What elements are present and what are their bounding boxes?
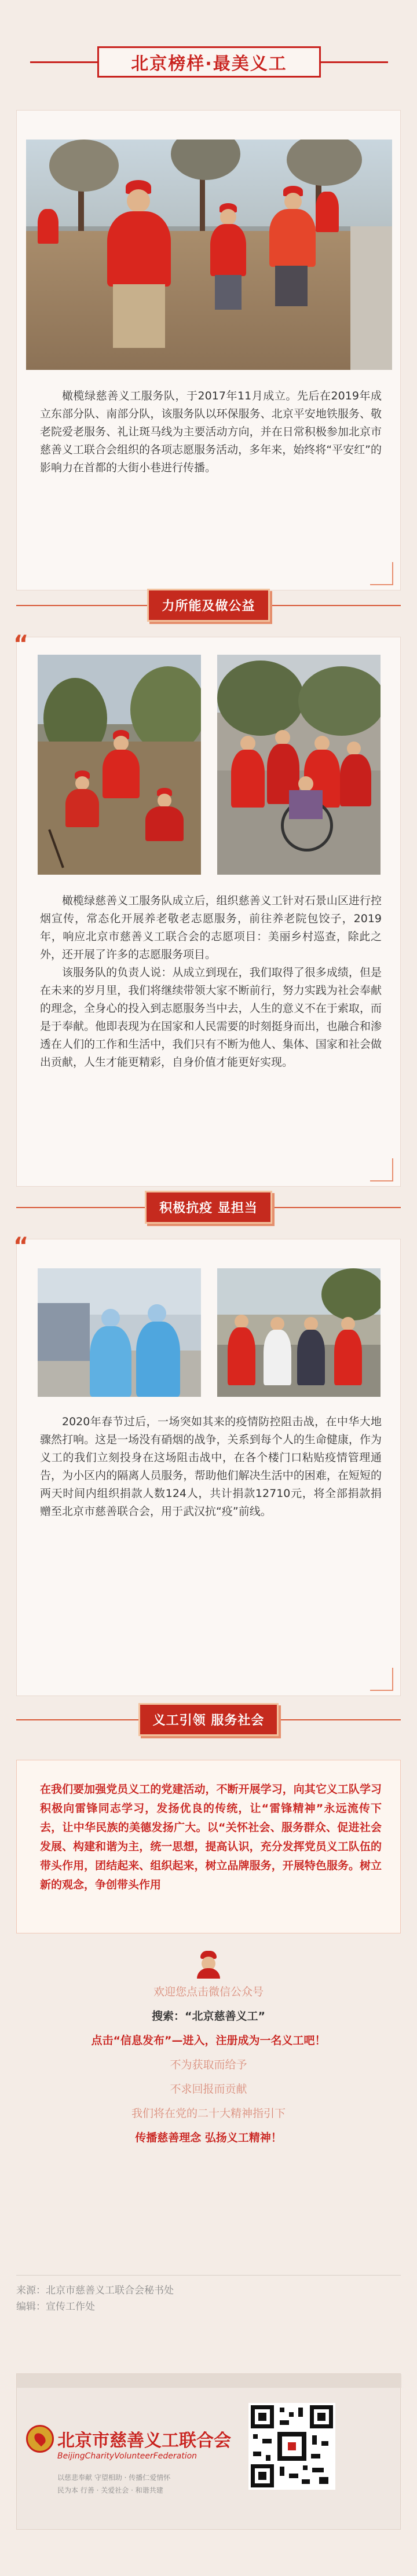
- section1-text: [40, 892, 382, 1072]
- section-banner-label: 义工引领 服务社会: [138, 1703, 279, 1736]
- cta-line: 不求回报而贡献: [170, 2083, 247, 2096]
- elder-care-photo: [217, 655, 381, 875]
- callout-box: [16, 1760, 401, 1933]
- volunteer-avatar-icon: [195, 1951, 222, 1979]
- quote-icon: “: [13, 631, 29, 658]
- org-slogan-1: 以慈悲奉献 守望相助 · 传播仁爱情怀: [57, 2474, 171, 2482]
- page-title: 北京榜样·最美义工: [131, 54, 287, 74]
- intro-card: [16, 110, 401, 590]
- cta-line: 欢迎您点击微信公众号: [153, 1986, 264, 1998]
- footer-card: [16, 2373, 401, 2530]
- qr-pattern: [251, 2405, 333, 2487]
- qr-code-icon[interactable]: [248, 2403, 335, 2490]
- quote-icon: “: [13, 1233, 29, 1260]
- section1-card: [13, 631, 401, 1187]
- section2-card: [13, 1233, 401, 1696]
- editor-credit: 编辑：宣传工作处: [16, 2301, 95, 2313]
- title-rule-left: [30, 61, 98, 63]
- section1-paragraph-2: 该服务队的负责人说：从成立到现在，我们取得了很多成绩，但是在未来的岁月里，我们将继续带领大家不断前行，努力实践为社会奉献的理念，全身心的投入到志愿服务当中去，人生的意义不在于索取，而是于奉献。他即表现为在国家和人民需要的时刻挺身而出，也融合和渗透在人们的工作和生活中，我们只有不断为他人、集体、国家和社会做出贡献，人生才能更精彩，自身价值才能更好实现。: [40, 966, 382, 1069]
- section-banner-2: [0, 1190, 417, 1224]
- source-credit: 来源：北京市慈善义工联合会秘书处: [16, 2285, 174, 2296]
- article-header: [0, 0, 417, 110]
- section-banner-3: [0, 1702, 417, 1737]
- section2-text: [40, 1413, 382, 1521]
- title-frame: [97, 46, 321, 78]
- cta-search[interactable]: 搜索：“北京慈善义工”: [152, 2010, 265, 2023]
- cta-line: 不为获取而给予: [170, 2058, 247, 2071]
- section-banner-label: 力所能及做公益: [147, 589, 269, 622]
- org-slogan-2: 民为本 行善 · 关爱社会 · 和谐共建: [57, 2486, 163, 2494]
- section1-paragraph-1: 橄榄绿慈善义工服务队成立后，组织慈善义工针对石景山区进行控烟宣传，常态化开展养老敬老志愿服务，前往养老院包饺子，2019年，响应北京市慈善义工联合会的志愿项目：美丽乡村巡查，除此之外，还开展了许多的志愿服务项目。: [40, 894, 382, 961]
- section-banner-1: [0, 588, 417, 622]
- section-banner-label: 积极抗疫 显担当: [145, 1191, 272, 1224]
- cta-line: 传播慈善理念 弘扬义工精神！: [135, 2131, 282, 2144]
- intro-photo: [26, 140, 392, 370]
- callout-text: 在我们要加强党员义工的党建活动，不断开展学习，向其它义工队学习积极向雷锋同志学习，发扬优良的传统，让“雷锋精神”永远流传下去，让中华民族的美德发扬广大。以“关怀社会、服务群众、促进社会发展、构建和谐为主，统一思想，提高认识，充分发挥党员义工队伍的带头作用，团结起来、组织起来，树立品牌服务，开展特色服务。树立新的观念，争创带头作用: [40, 1783, 382, 1891]
- epidemic-photo-left: [38, 1268, 201, 1397]
- corner-bracket: [370, 1668, 393, 1691]
- epidemic-photo-right: [217, 1268, 381, 1397]
- federation-emblem-icon: [26, 2425, 54, 2453]
- section2-paragraph-1: 2020年春节过后，一场突如其来的疫情防控阻击战，在中华大地骤然打响。这是一场没有硝烟的战争，关系到每个人的生命健康，作为义工的我们立刻投身在这场阻击战中，在各个楼门口粘贴疫情管理通告，为小区内的隔离人员服务，帮助他们解决生活中的困难，在短短的两天时间内组织捐款人数124人，共计捐款12710元，将全部捐款捐赠至北京市慈善联合会，用于武汉抗“疫”前线。: [40, 1415, 382, 1518]
- tree-planting-photo: [38, 655, 201, 875]
- intro-text: [40, 387, 382, 477]
- credits-divider: [16, 2275, 401, 2276]
- title-rule-right: [320, 61, 388, 63]
- cta-register[interactable]: 点击“信息发布”—进入，注册成为一名义工吧！: [91, 2034, 326, 2047]
- org-name: 北京市慈善义工联合会: [57, 2431, 231, 2451]
- cta-line: 我们将在党的二十大精神指引下: [131, 2107, 286, 2120]
- intro-paragraph: 橄榄绿慈善义工服务队，于2017年11月成立。先后在2019年成立东部分队、南部分队，该服务队以环保服务、北京平安地铁服务、敬老院爱老服务、礼让斑马线为主要活动方向，并在日常积极参加北京市慈善义工联合会组织的各项志愿服务活动，多年来，始终将“平安红”的影响力在首都的大街小巷进行传播。: [40, 390, 382, 474]
- corner-bracket: [370, 1158, 393, 1181]
- org-name-en: BeijingCharityVolunteerFederation: [57, 2452, 197, 2461]
- corner-bracket: [370, 562, 393, 585]
